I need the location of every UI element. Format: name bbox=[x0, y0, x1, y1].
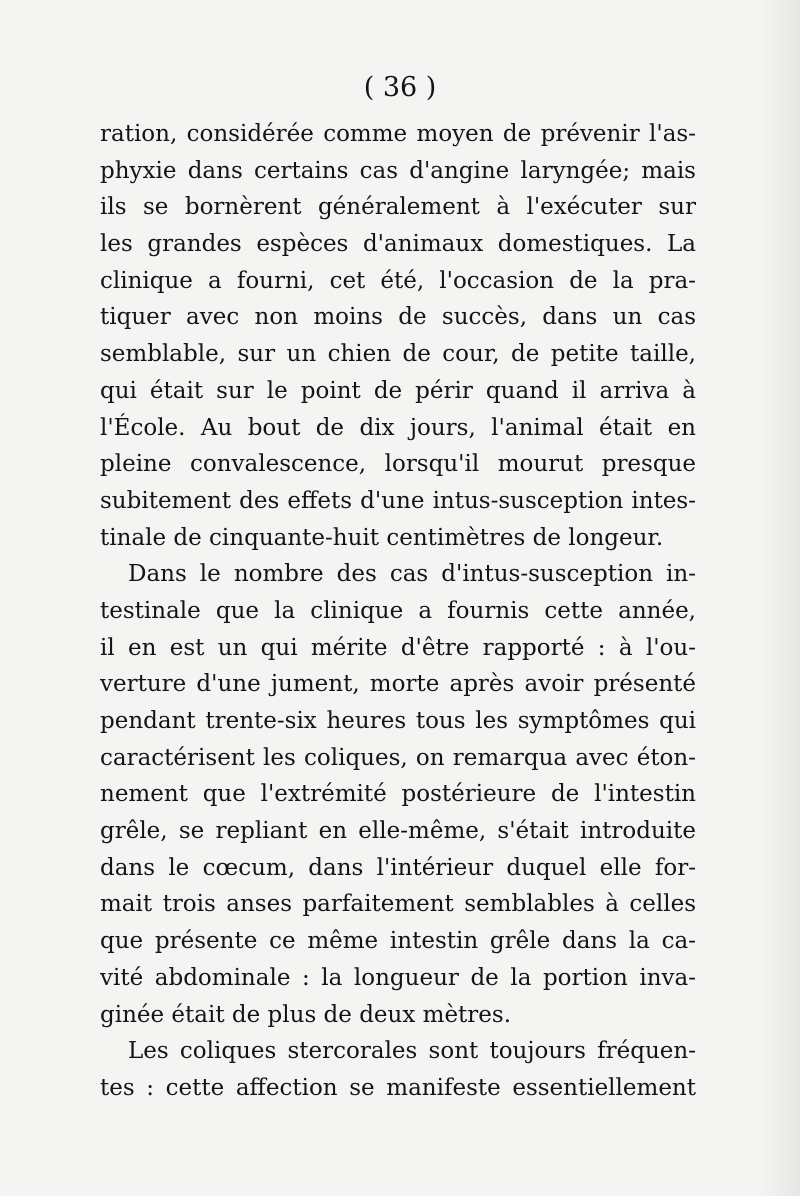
text-line: tiquer avec non moins de succès, dans un cas bbox=[100, 304, 696, 331]
text-line: caractérisent les coliques, on remarqua avec éton- bbox=[100, 744, 696, 771]
paragraph-start-line: Les coliques stercorales sont toujours fréquen- bbox=[128, 1038, 696, 1065]
body-text bbox=[100, 116, 696, 1107]
paragraph-start-line: Dans le nombre des cas d'intus-susception in- bbox=[128, 561, 696, 588]
text-line: subitement des effets d'une intus-susception intes- bbox=[100, 487, 696, 514]
text-line: semblable, sur un chien de cour, de petite taille, bbox=[100, 341, 696, 368]
text-line: phyxie dans certains cas d'angine laryngée; mais bbox=[100, 157, 696, 184]
text-line: mait trois anses parfaitement semblables à celles bbox=[100, 891, 696, 918]
text-line: pleine convalescence, lorsqu'il mourut presque bbox=[100, 451, 696, 478]
text-line: verture d'une jument, morte après avoir présenté bbox=[100, 671, 696, 698]
text-line: pendant trente-six heures tous les symptômes qui bbox=[100, 708, 696, 734]
text-line: que présente ce même intestin grêle dans la ca- bbox=[100, 928, 696, 955]
text-line: nement que l'extrémité postérieure de l'intestin bbox=[100, 781, 696, 808]
page-edge-shadow bbox=[760, 0, 800, 1196]
text-line: dans le cœcum, dans l'intérieur duquel elle for- bbox=[100, 854, 696, 881]
text-line: clinique a fourni, cet été, l'occasion de la pra- bbox=[100, 267, 696, 294]
text-line: ils se bornèrent généralement à l'exécuter sur bbox=[100, 194, 696, 221]
paragraph-end-line: ginée était de plus de deux mètres. bbox=[100, 1001, 512, 1028]
text-line: testinale que la clinique a fournis cette année, bbox=[100, 597, 696, 624]
text-line: les grandes espèces d'animaux domestiques. La bbox=[100, 231, 696, 258]
text-line: il en est un qui mérite d'être rapporté : à l'ou- bbox=[100, 634, 696, 661]
page-number: ( 36 ) bbox=[363, 72, 437, 103]
text-line: l'École. Au bout de dix jours, l'animal était en bbox=[100, 414, 696, 441]
paragraph-end-line: tinale de cinquante-huit centimètres de longeur. bbox=[100, 524, 664, 551]
text-line: qui était sur le point de périr quand il arriva à bbox=[100, 377, 696, 404]
text-line: ration, considérée comme moyen de prévenir l'as- bbox=[100, 121, 696, 147]
text-line: tes : cette affection se manifeste essentiellement bbox=[100, 1074, 696, 1101]
text-line: grêle, se repliant en elle-même, s'était introduite bbox=[100, 818, 696, 845]
text-line: vité abdominale : la longueur de la portion inva- bbox=[100, 964, 696, 991]
